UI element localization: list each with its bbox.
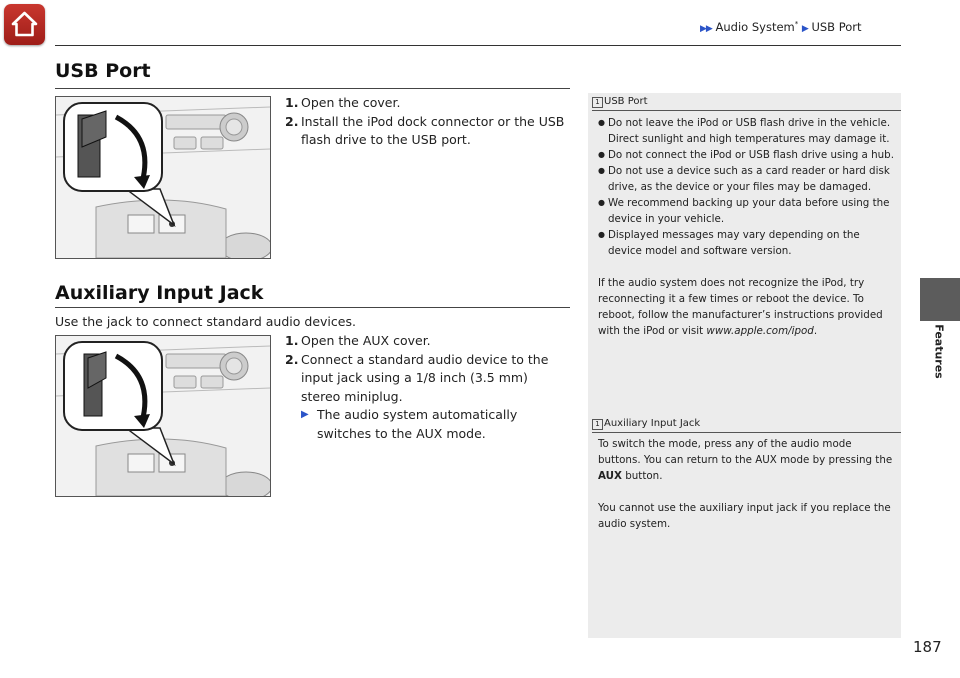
arrow-icon: ▶ — [801, 24, 808, 34]
note-bullet: ● We recommend backing up your data before using the device in your vehicle. — [598, 195, 896, 227]
arrow-icon: ▶ — [301, 409, 309, 420]
step-number: 1. — [285, 333, 299, 348]
aux-button-name: AUX — [598, 470, 622, 482]
aux-step-2 — [285, 351, 570, 407]
usb-step-2 — [285, 113, 570, 150]
aux-note-paragraph-2: You cannot use the auxiliary input jack if you replace the audio system. — [598, 502, 891, 530]
note-paragraph-end: . — [813, 325, 818, 337]
aux-note-title — [592, 418, 700, 429]
usb-steps — [285, 94, 570, 150]
aux-substep — [285, 406, 570, 443]
usb-port-illustration — [55, 96, 271, 259]
usb-note-body — [598, 115, 896, 339]
usb-note-title — [592, 96, 648, 107]
note-text: button. — [621, 470, 663, 482]
aux-intro: Use the jack to connect standard audio devices. — [55, 314, 356, 329]
note-title-text: Auxiliary Input Jack — [604, 418, 701, 429]
chapter-tab[interactable] — [920, 278, 960, 321]
breadcrumb — [700, 20, 862, 34]
usb-note-paragraph — [598, 275, 896, 339]
usb-step-1 — [285, 94, 570, 113]
aux-note-paragraph-1 — [598, 436, 896, 484]
side-notes-panel — [588, 93, 901, 638]
note-bullet: ● Do not connect the iPod or USB flash drive using a hub. — [598, 147, 896, 163]
usb-heading-rule — [55, 88, 570, 89]
breadcrumb-audio-system[interactable]: Audio System — [715, 20, 795, 34]
aux-note-rule — [592, 432, 901, 433]
aux-steps — [285, 332, 570, 443]
home-icon — [11, 11, 38, 38]
note-paragraph-text: If the audio system does not recognize the iPod, try reconnecting it a few times or reboot the device. To reboot, follow the manufacturer’s instructions provided with the iPod or visit — [598, 277, 883, 337]
double-arrow-icon: ▶▶ — [700, 24, 712, 34]
step-text: Open the AUX cover. — [301, 333, 431, 348]
usb-note-bullets — [598, 115, 896, 259]
aux-jack-heading: Auxiliary Input Jack — [55, 282, 264, 304]
step-text: Open the cover. — [301, 95, 401, 110]
note-badge: 1 — [592, 419, 603, 430]
step-number: 2. — [285, 113, 299, 129]
breadcrumb-usb-port[interactable]: USB Port — [811, 20, 862, 34]
usb-note-rule — [592, 110, 901, 111]
step-text: Connect a standard audio device to the input jack using a 1/8 inch (3.5 mm) stereo miniplug. — [301, 351, 549, 404]
chapter-tab-label: Features — [932, 324, 946, 379]
footnote-star: * — [794, 20, 799, 29]
step-number: 1. — [285, 95, 299, 110]
note-text: To switch the mode, press any of the audio mode buttons. You can return to the AUX mode by pressing the — [598, 438, 893, 466]
home-button[interactable] — [4, 4, 45, 45]
aux-heading-rule — [55, 307, 570, 308]
usb-port-heading: USB Port — [55, 60, 151, 82]
note-title-text: USB Port — [604, 96, 648, 107]
aux-note-body — [598, 436, 896, 532]
step-number: 2. — [285, 351, 299, 367]
apple-link[interactable]: www.apple.com/ipod — [706, 325, 814, 337]
page-number: 187 — [913, 638, 942, 656]
note-bullet: ● Displayed messages may vary depending on the device model and software version. — [598, 227, 896, 259]
aux-jack-illustration — [55, 335, 271, 497]
note-badge: 1 — [592, 97, 603, 108]
note-bullet: ● Do not leave the iPod or USB flash drive in the vehicle. Direct sunlight and high temperatures may damage it. — [598, 115, 896, 147]
step-text: Install the iPod dock connector or the USB flash drive to the USB port. — [301, 113, 565, 147]
aux-step-1 — [285, 332, 570, 351]
note-bullet: ● Do not use a device such as a card reader or hard disk drive, as the device or your files may be damaged. — [598, 163, 896, 195]
substep-text: The audio system automatically switches to the AUX mode. — [317, 407, 518, 441]
header-divider — [55, 45, 901, 46]
